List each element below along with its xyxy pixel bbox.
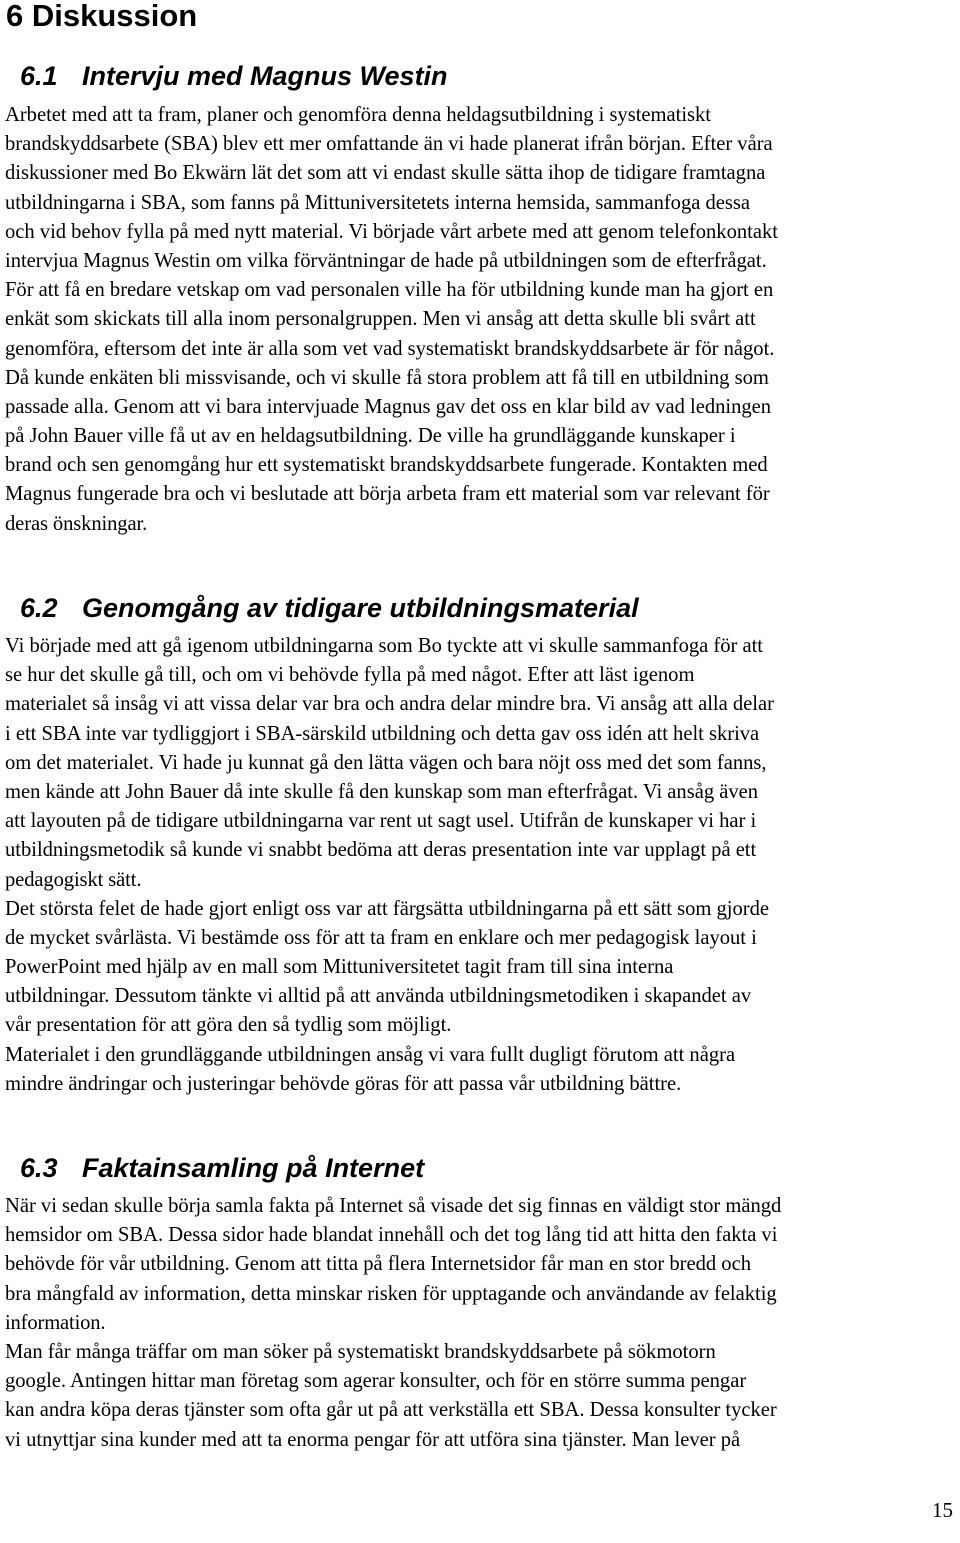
- text-line: brand och sen genomgång hur ett systematiskt brandskyddsarbete fungerade. Kontakten med: [5, 454, 768, 477]
- text-line: men kände att John Bauer då inte skulle få den kunskap som man efterfrågat. Vi ansåg även: [5, 780, 759, 803]
- section-number: 6.2: [20, 593, 58, 623]
- text-line: de mycket svårlästa. Vi bestämde oss för att ta fram en enklare och mer pedagogisk layout i: [5, 926, 757, 949]
- text-line: utbildningarna i SBA, som fanns på Mittuniversitetets interna hemsida, sammanfoga dessa: [5, 191, 750, 214]
- text-line: i ett SBA inte var tydliggjort i SBA-särskild utbildning och detta gav oss idén att helt skriva: [5, 722, 760, 745]
- text-line: intervjua Magnus Westin om vilka förväntningar de hade på utbildningen som de efterfrågat.: [5, 249, 767, 272]
- section-title: Faktainsamling på Internet: [82, 1153, 425, 1183]
- section-body-6-2: [5, 632, 960, 1099]
- text-line: utbildningsmetodik så kunde vi snabbt bedöma att deras presentation inte var upplagt på ett: [5, 839, 757, 862]
- text-line: vår presentation för att göra den så tydlig som möjligt.: [5, 1014, 452, 1037]
- text-line: utbildningar. Dessutom tänkte vi alltid på att använda utbildningsmetodiken i skapandet av: [5, 985, 752, 1008]
- section-number: 6.1: [20, 61, 58, 91]
- section-title: Genomgång av tidigare utbildningsmaterial: [82, 593, 639, 623]
- section-body-6-3: [5, 1192, 960, 1455]
- text-line: deras önskningar.: [5, 512, 148, 535]
- text-line: Det största felet de hade gjort enligt oss var att färgsätta utbildningarna på ett sätt som gjorde: [5, 897, 769, 920]
- section-heading-6-1: [20, 59, 448, 93]
- text-line: brandskyddsarbete (SBA) blev ett mer omfattande än vi hade planerat ifrån början. Efter våra: [5, 133, 773, 156]
- text-line: Magnus fungerade bra och vi beslutade att börja arbeta fram ett material som var relevant för: [5, 483, 770, 506]
- chapter-heading: 6 Diskussion: [6, 0, 198, 33]
- text-line: materialet så insåg vi att vissa delar var bra och andra delar mindre bra. Vi ansåg att alla delar: [5, 693, 774, 716]
- section-heading-6-2: [20, 591, 639, 625]
- text-line: vi utnyttjar sina kunder med att ta enorma pengar för att utföra sina tjänster. Man lever på: [5, 1428, 741, 1451]
- text-line: diskussioner med Bo Ekwärn lät det som att vi endast skulle sätta ihop de tidigare framtagna: [5, 162, 766, 185]
- text-line: Materialet i den grundläggande utbildningen ansåg vi vara fullt dugligt förutom att några: [5, 1043, 736, 1066]
- text-line: mindre ändringar och justeringar behövde göras för att passa vår utbildning bättre.: [5, 1072, 682, 1095]
- text-line: behövde för vår utbildning. Genom att titta på flera Internetsidor får man en stor bredd och: [5, 1253, 751, 1276]
- page-number: 15: [932, 1498, 953, 1522]
- text-line: Man får många träffar om man söker på systematiskt brandskyddsarbete på sökmotorn: [5, 1340, 716, 1363]
- section-body-6-1: [5, 101, 960, 539]
- text-line: kan andra köpa deras tjänster som ofta går ut på att verkställa ett SBA. Dessa konsulter tycker: [5, 1399, 777, 1422]
- text-line: Arbetet med att ta fram, planer och genomföra denna heldagsutbildning i systematiskt: [5, 104, 711, 126]
- text-line: pedagogiskt sätt.: [5, 868, 142, 891]
- text-line: För att få en bredare vetskap om vad personalen ville ha för utbildning kunde man ha gjort en: [5, 279, 774, 302]
- text-line: passade alla. Genom att vi bara intervjuade Magnus gav det oss en klar bild av vad ledningen: [5, 395, 772, 418]
- text-line: PowerPoint med hjälp av en mall som Mittuniversitetet tagit fram till sina interna: [5, 956, 674, 979]
- text-line: Vi började med att gå igenom utbildningarna som Bo tyckte att vi skulle sammanfoga för att: [5, 635, 763, 657]
- text-line: och vid behov fylla på med nytt material. Vi började vårt arbete med att genom telefonkontakt: [5, 220, 778, 243]
- text-line: information.: [5, 1311, 106, 1334]
- text-line: hemsidor om SBA. Dessa sidor hade blandat innehåll och det tog lång tid att hitta den fakta vi: [5, 1224, 778, 1247]
- text-line: Då kunde enkäten bli missvisande, och vi skulle få stora problem att få till en utbildning som: [5, 366, 769, 389]
- text-line: När vi sedan skulle börja samla fakta på Internet så visade det sig finnas en väldigt stor mängd: [5, 1195, 782, 1217]
- text-line: bra mångfald av information, detta minskar risken för upptagande och användande av felaktig: [5, 1282, 777, 1305]
- text-line: genomföra, eftersom det inte är alla som vet vad systematiskt brandskyddsarbete är för något.: [5, 337, 775, 360]
- text-line: på John Bauer ville få ut av en heldagsutbildning. De ville ha grundläggande kunskaper i: [5, 425, 736, 448]
- text-line: om det materialet. Vi hade ju kunnat gå den lätta vägen och bara nöjt oss med det som fanns,: [5, 751, 767, 774]
- text-line: se hur det skulle gå till, och om vi behövde fylla på med något. Efter att läst igenom: [5, 664, 695, 687]
- text-line: enkät som skickats till alla inom personalgruppen. Men vi ansåg att detta skulle bli svårt att: [5, 308, 756, 331]
- section-number: 6.3: [20, 1153, 58, 1183]
- section-title: Intervju med Magnus Westin: [82, 61, 448, 91]
- text-line: google. Antingen hittar man företag som agerar konsulter, och för en större summa pengar: [5, 1370, 747, 1393]
- text-line: att layouten på de tidigare utbildningarna var rent ut sagt usel. Utifrån de kunskaper vi har i: [5, 810, 757, 833]
- section-heading-6-3: [20, 1151, 424, 1185]
